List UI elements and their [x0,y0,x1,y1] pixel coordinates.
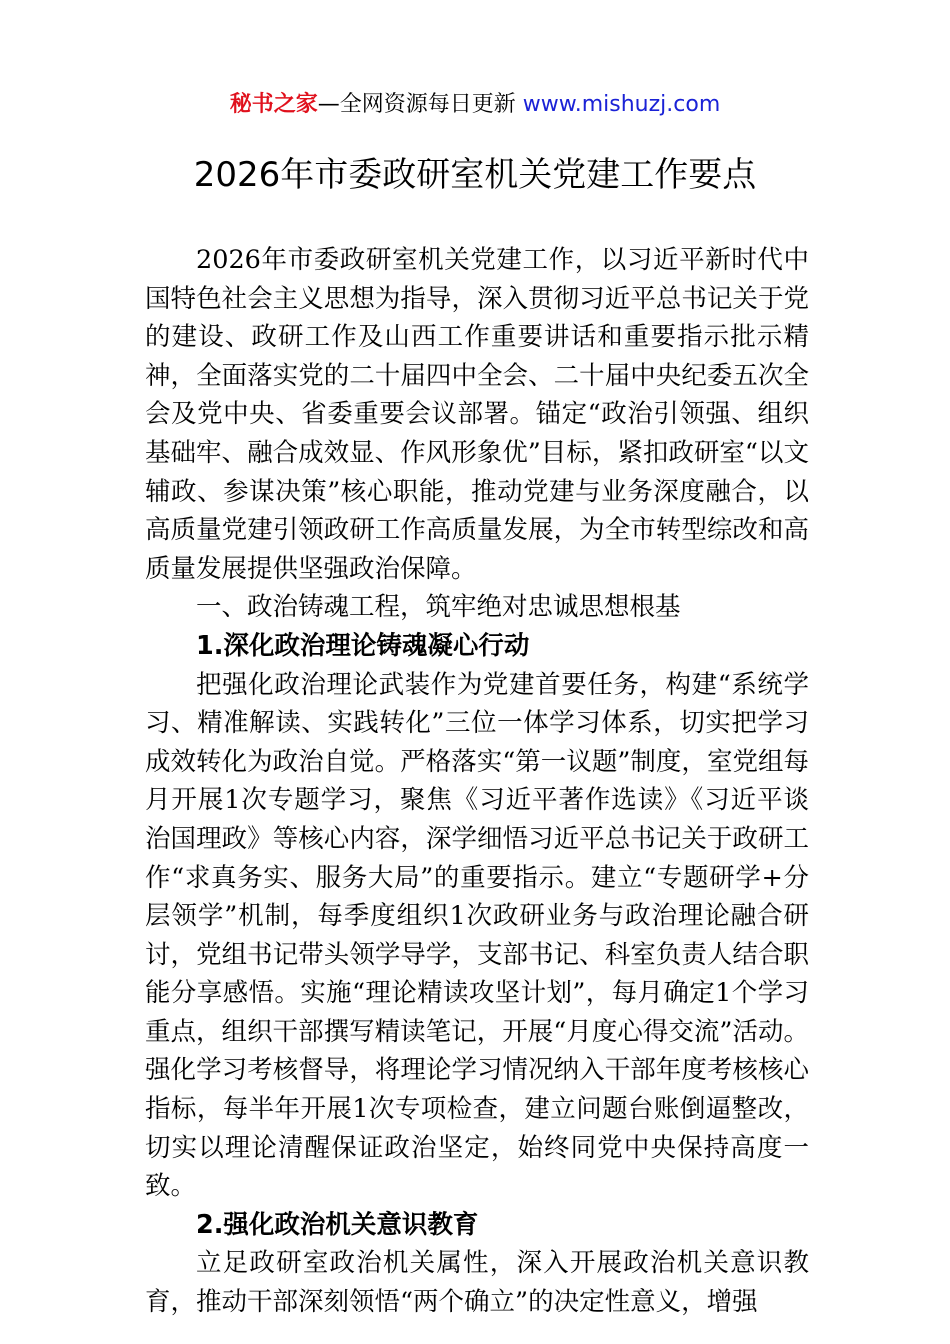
body-paragraph: 把强化政治理论武装作为党建首要任务，构建“系统学习、精准解读、实践转化”三位一体学习体系，切实把学习成效转化为政治自觉。严格落实“第一议题”制度，室党组每月开展1次专题学习，聚焦《习近平著作选读》《习近平谈治国理政》等核心内容，深学细悟习近平总书记关于政研工作“求真务实、服务大局”的重要指示。建立“专题研学+分层领学”机制，每季度组织1次政研业务与政治理论融合研讨，党组书记带头领学导学，支部书记、科室负责人结合职能分享感悟。实施“理论精读攻坚计划”，每月确定1个学习重点，组织干部撰写精读笔记，开展“月度心得交流”活动。强化学习考核督导，将理论学习情况纳入干部年度考核核心指标，每半年开展1次专项检查，建立问题台账倒逼整改，切实以理论清醒保证政治坚定，始终同党中央保持高度一致。 [145,669,809,1202]
document-body [145,241,809,1322]
site-header [0,90,950,120]
body-paragraph: 立足政研室政治机关属性，深入开展政治机关意识教育，推动干部深刻领悟“两个确立”的决定性意义，增强 [145,1248,809,1318]
section-heading: 一、政治铸魂工程，筑牢绝对忠诚思想根基 [196,592,681,623]
subsection-heading: 1.深化政治理论铸魂凝心行动 [196,630,530,661]
subsection-heading: 2.强化政治机关意识教育 [196,1209,479,1240]
site-brand: 秘书之家 [229,92,318,117]
site-url-link[interactable]: www.mishuzj.com [522,92,721,117]
site-slogan: —全网资源每日更新 [317,92,516,117]
intro-paragraph: 2026年市委政研室机关党建工作，以习近平新时代中国特色社会主义思想为指导，深入贯彻习近平总书记关于党的建设、政研工作及山西工作重要讲话和重要指示批示精神，全面落实党的二十届四中全会、二十届中央纪委五次全会及党中央、省委重要会议部署。锚定“政治引领强、组织基础牢、融合成效显、作风形象优”目标，紧扣政研室“以文辅政、参谋决策”核心职能，推动党建与业务深度融合，以高质量党建引领政研工作高质量发展，为全市转型综改和高质量发展提供坚强政治保障。 [145,245,809,584]
document-title: 2026年市委政研室机关党建工作要点 [193,155,757,195]
